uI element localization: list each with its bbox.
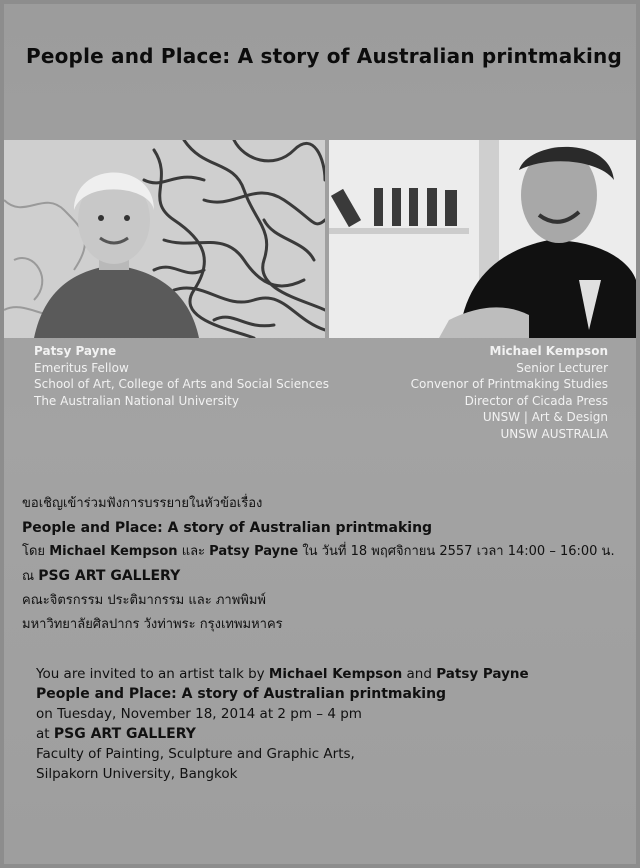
person-title-line: Convenor of Printmaking Studies (410, 377, 608, 391)
english-venue-line (36, 724, 636, 744)
english-invitation (36, 664, 636, 784)
thai-date: ใน วันที่ 18 พฤศจิกายน 2557 เวลา 14:00 – 16:00 น. (302, 544, 615, 559)
portrait-illustration (329, 140, 636, 338)
person-title-line: The Australian National University (34, 393, 239, 408)
english-at: at (36, 726, 50, 742)
thai-speaker-1: Michael Kempson (49, 544, 178, 559)
thai-invite-line: ขอเชิญเข้าร่วมฟังการบรรยายในหัวข้อเรื่อง (22, 496, 263, 511)
credit-patsy-payne (34, 343, 329, 409)
english-university: Silpakorn University, Bangkok (36, 766, 238, 782)
english-venue: PSG ART GALLERY (53, 726, 196, 742)
thai-speaker-2: Patsy Payne (209, 544, 299, 559)
person-name: Michael Kempson (489, 344, 608, 358)
photo-michael-kempson (329, 140, 636, 338)
english-speaker-1: Michael Kempson (268, 666, 403, 682)
thai-venue: PSG ART GALLERY (38, 568, 181, 584)
english-invite-prefix: You are invited to an artist talk by (36, 666, 265, 682)
english-invite-line (36, 664, 636, 684)
english-and: and (406, 666, 432, 682)
english-speaker-2: Patsy Payne (436, 666, 529, 682)
thai-and: และ (181, 544, 206, 559)
portrait-illustration (4, 140, 325, 338)
credit-michael-kempson (411, 343, 608, 442)
person-title-line: Senior Lecturer (516, 360, 608, 375)
page-title: People and Place: A story of Australian printmaking (25, 44, 622, 68)
person-title-line: UNSW | Art & Design (482, 410, 608, 424)
person-title-line: UNSW AUSTRALIA (500, 426, 608, 441)
person-title-line: Emeritus Fellow (34, 360, 129, 375)
person-title-line: School of Art, College of Arts and Social Sciences (34, 377, 329, 391)
english-date: on Tuesday, November 18, 2014 at 2 pm – 4 pm (36, 706, 362, 722)
flyer (4, 4, 636, 864)
person-title-line: Director of Cicada Press (464, 393, 608, 408)
thai-by: โดย (22, 544, 46, 559)
thai-venue-line (22, 564, 632, 589)
english-faculty: Faculty of Painting, Sculpture and Graphic Arts, (36, 746, 355, 762)
thai-faculty: คณะจิตรกรรม ประติมากรรม และ ภาพพิมพ์ (22, 593, 266, 608)
person-name: Patsy Payne (34, 344, 117, 358)
thai-topic: People and Place: A story of Australian printmaking (22, 520, 433, 536)
english-topic: People and Place: A story of Australian printmaking (36, 686, 447, 702)
thai-university: มหาวิทยาลัยศิลปากร วังท่าพระ กรุงเทพมหาคร (22, 617, 283, 632)
thai-invitation (22, 492, 632, 637)
thai-speakers-line (22, 540, 632, 564)
thai-at: ณ (22, 569, 35, 584)
photo-patsy-payne (4, 140, 325, 338)
